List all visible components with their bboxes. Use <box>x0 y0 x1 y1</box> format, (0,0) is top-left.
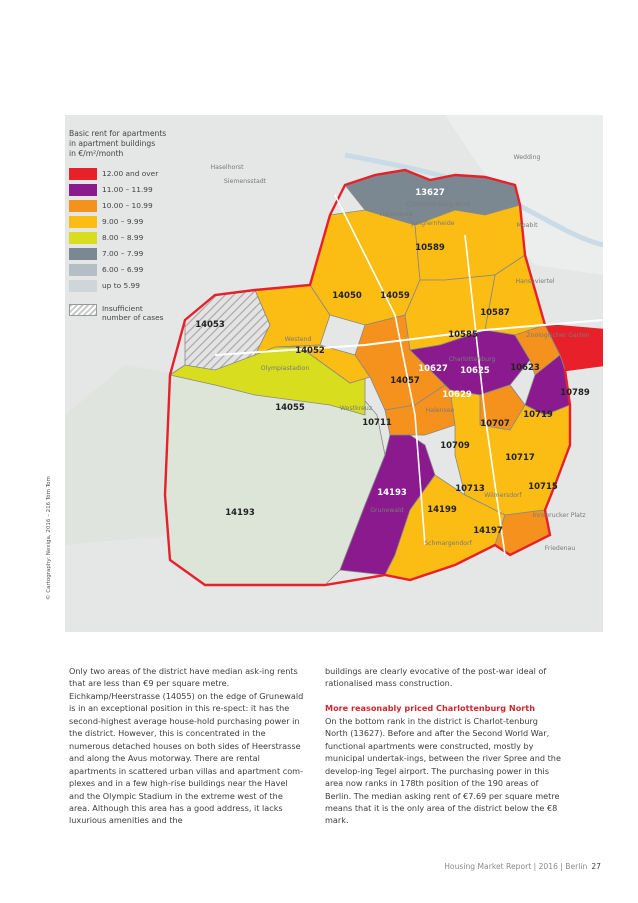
article-paragraph: Only two areas of the district have median ask-ing rents that are less than €9 per square metre. Eichkamp/Heerstrasse (14055) on the edge of Grunewald is in an exceptional position in this re-spect: it has the second-highest average house-hold purchasing power in the district. However, this is concentrated in the numerous detached houses on both sides of Heerstrasse and along the Avus motorway. There are rental apartments in scattered urban villas and apartment com-plexes and in a few high-rise buildings near the Havel and the Olympic Stadium in the extreme west of the area. Although this area has a good address, it lacks luxurious amenities and the <box>69 666 304 826</box>
postcode-label: 14193 <box>225 508 255 518</box>
postcode-label: 14197 <box>473 526 503 536</box>
place-name-label: Wedding <box>513 154 541 161</box>
article-column-left <box>69 665 305 827</box>
place-name-label: Siemensstadt <box>223 178 267 185</box>
postcode-label: 10719 <box>523 410 553 420</box>
legend-row <box>69 248 179 261</box>
postcode-label: 10587 <box>480 308 510 318</box>
footer-text: Housing Market Report | 2016 | Berlin <box>444 862 588 871</box>
article-paragraph: On the bottom rank in the district is Charlot-tenburg North (13627). Before and after the Second World War, functional apartments were constructed, mostly by municipal undertak-ings, between the river Spree and the develop-ing Tegel airport. The purchasing power in this area now ranks in 178th position of the 190 areas of Berlin. The median asking rent of €7.69 per square metre means that it is the only area of the district below the €8 mark. <box>325 715 561 826</box>
legend-title-line: in apartment buildings <box>69 139 156 148</box>
legend-row <box>69 232 179 245</box>
postcode-label: 10711 <box>362 418 392 428</box>
place-name-label: Halemweg <box>379 211 413 218</box>
legend-label: 12.00 and over <box>102 169 159 178</box>
place-name-label: Hansaviertel <box>515 278 555 285</box>
legend-title-line: in €/m²/month <box>69 149 124 158</box>
postcode-label: 10625 <box>460 366 490 376</box>
postcode-label: 14053 <box>195 320 225 330</box>
legend-row <box>69 200 179 213</box>
legend-swatch <box>69 184 97 196</box>
postcode-label: 14052 <box>295 346 325 356</box>
legend-label: 8.00 – 8.99 <box>102 233 144 242</box>
postcode-label: 10709 <box>440 441 470 451</box>
postcode-label: 10789 <box>560 388 590 398</box>
legend-row <box>69 264 179 277</box>
hatch-swatch <box>69 304 97 316</box>
postcode-label: 10627 <box>418 364 448 374</box>
legend-insufficient-line: Insufficient <box>102 304 143 313</box>
article-column-right <box>325 665 561 827</box>
legend-row-insufficient <box>69 304 179 324</box>
legend-swatch <box>69 232 97 244</box>
postcode-label: 10589 <box>415 243 445 253</box>
postcode-label: 13627 <box>415 188 445 198</box>
legend-swatch <box>69 168 97 180</box>
postcode-label: 14055 <box>275 403 305 413</box>
legend-row <box>69 280 179 293</box>
legend-label: up to 5.99 <box>102 281 140 290</box>
legend-title-line: Basic rent for apartments <box>69 129 167 138</box>
place-name-label: Zoologischer Garten <box>526 332 590 339</box>
article-subheading: More reasonably priced Charlottenburg North <box>325 703 535 714</box>
legend-label: 11.00 – 11.99 <box>102 185 153 194</box>
legend-title <box>69 129 166 159</box>
legend-swatch <box>69 200 97 212</box>
place-name-label: Grunewald <box>370 507 404 514</box>
legend-insufficient-label <box>102 304 164 322</box>
legend-insufficient-line: number of cases <box>102 313 164 322</box>
map-legend <box>69 129 166 368</box>
legend-swatch <box>69 216 97 228</box>
legend-row <box>69 168 179 181</box>
place-name-label: Schmargendorf <box>424 540 472 547</box>
postcode-label: 14059 <box>380 291 410 301</box>
postcode-label: 10585 <box>448 330 478 340</box>
place-name-label: Innsbrucker Platz <box>532 512 586 519</box>
postcode-label: 14050 <box>332 291 362 301</box>
postcode-label: 10629 <box>442 390 472 400</box>
page-number: 27 <box>591 862 601 871</box>
place-name-label: Wilmersdorf <box>484 492 522 499</box>
map-credit: © Cartography: Nexiga, 2016 – 216 Tom Tom <box>46 476 52 600</box>
legend-label: 6.00 – 6.99 <box>102 265 144 274</box>
legend-swatch <box>69 280 97 292</box>
place-name-label: Jungfernheide <box>411 220 455 227</box>
postcode-label: 10623 <box>510 363 540 373</box>
place-name-label: Charlottenburg <box>448 356 496 363</box>
place-name-label: Moabit <box>516 222 538 229</box>
postcode-label: 10717 <box>505 453 535 463</box>
place-name-label: Friedenau <box>544 545 576 552</box>
place-name-label: Haselhorst <box>210 164 244 171</box>
legend-label: 10.00 – 10.99 <box>102 201 153 210</box>
page-footer <box>444 862 601 871</box>
place-name-label: Olympiastadion <box>260 365 310 372</box>
postcode-label: 10713 <box>455 484 485 494</box>
legend-label: 9.00 – 9.99 <box>102 217 144 226</box>
postcode-label: 14199 <box>427 505 457 515</box>
postcode-label: 14193 <box>377 488 407 498</box>
legend-swatch <box>69 264 97 276</box>
postcode-label: 14057 <box>390 376 420 386</box>
place-name-label: Halensee <box>425 407 455 414</box>
legend-row <box>69 184 179 197</box>
article-paragraph: buildings are clearly evocative of the post-war ideal of rationalised mass construction. <box>325 666 547 689</box>
legend-row <box>69 216 179 229</box>
postcode-label: 10707 <box>480 419 510 429</box>
legend-label: 7.00 – 7.99 <box>102 249 144 258</box>
place-name-label: Westkreuz <box>339 405 373 412</box>
place-name-label: Westend <box>284 336 312 343</box>
legend-swatch <box>69 248 97 260</box>
place-name-label: Charlottenburg-Nord <box>406 201 470 208</box>
postcode-label: 10715 <box>528 482 558 492</box>
